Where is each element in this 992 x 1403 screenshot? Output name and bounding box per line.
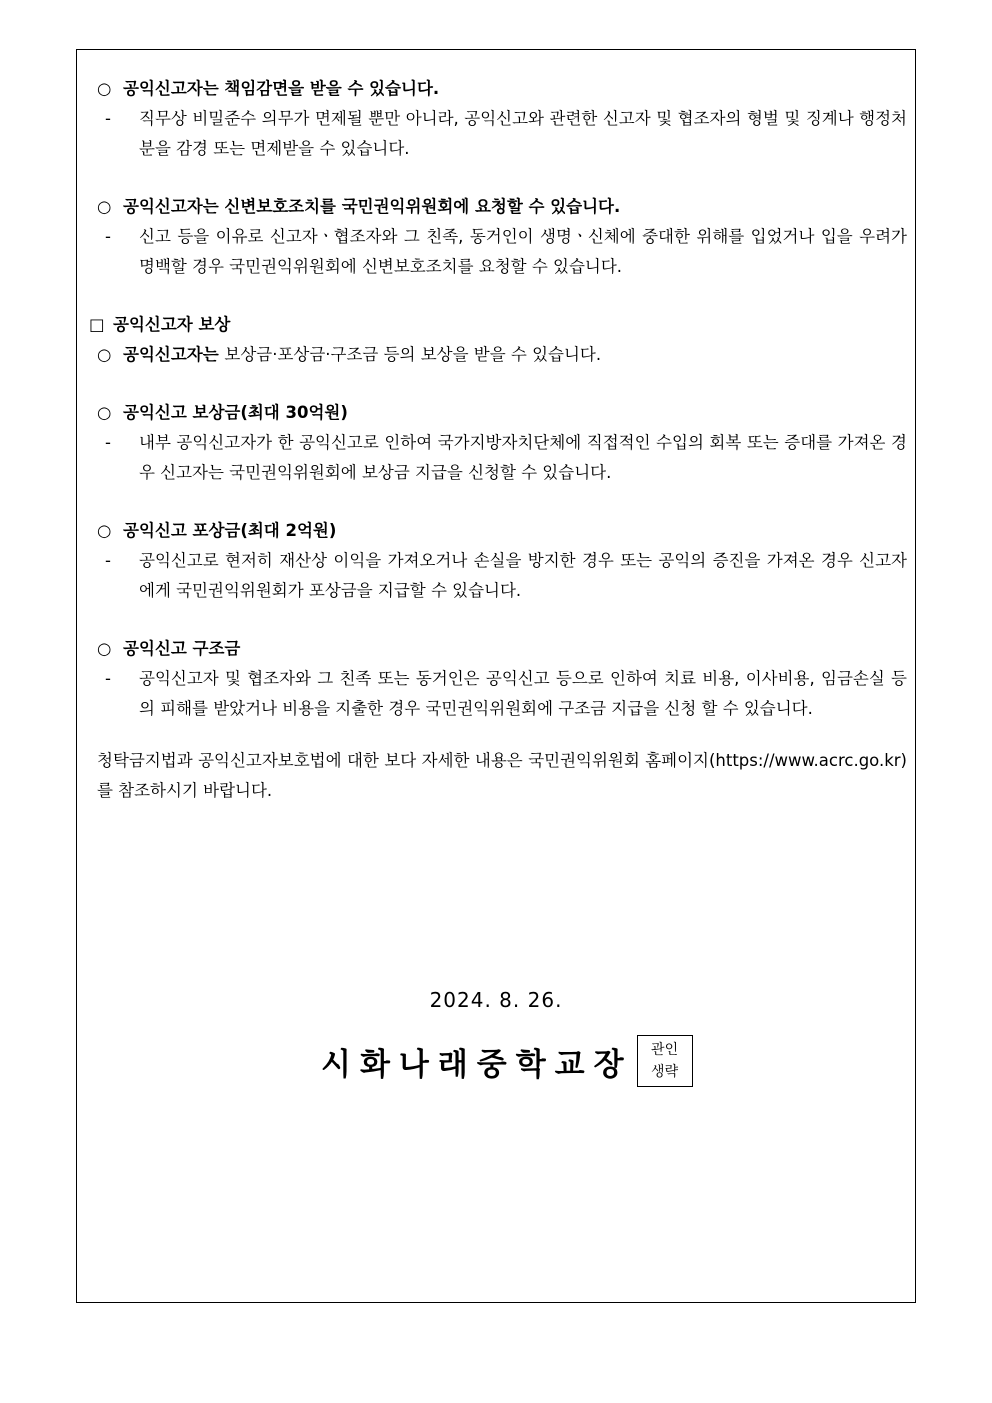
relief-heading: ○ 공익신고 구조금 [97, 634, 907, 664]
protection-heading: ○ 공익신고자는 신변보호조치를 국민권익위원회에 요청할 수 있습니다. [97, 192, 907, 222]
document-frame [76, 49, 916, 1303]
reward-body: - 내부 공익신고자가 한 공익신고로 인하여 국가지방자치단체에 직접적인 수입의 회복 또는 증대를 가져온 경우 신고자는 국민권익위원회에 보상금 지급을 신청할 수 있습니다. [105, 428, 907, 488]
dash-marker: - [105, 433, 111, 452]
square-bullet-icon: □ [89, 315, 105, 334]
circle-bullet-icon: ○ [97, 403, 112, 422]
compensation-section-title: □ 공익신고자 보상 [89, 310, 907, 340]
immunity-body: - 직무상 비밀준수 의무가 면제될 뿐만 아니라, 공익신고와 관련한 신고자 및 협조자의 형벌 및 징계나 행정처분을 감경 또는 면제받을 수 있습니다. [105, 104, 907, 164]
prize-heading: ○ 공익신고 포상금(최대 2억원) [97, 516, 907, 546]
circle-bullet-icon: ○ [97, 521, 112, 540]
circle-bullet-icon: ○ [97, 345, 112, 364]
compensation-intro: ○ 공익신고자는 보상금·포상금·구조금 등의 보상을 받을 수 있습니다. [97, 340, 907, 370]
circle-bullet-icon: ○ [97, 197, 112, 216]
document-date: 2024. 8. 26. [429, 988, 563, 1012]
dash-marker: - [105, 551, 111, 570]
immunity-heading: ○ 공익신고자는 책임감면을 받을 수 있습니다. [97, 74, 907, 104]
circle-bullet-icon: ○ [97, 79, 112, 98]
dash-marker: - [105, 669, 111, 688]
dash-marker: - [105, 109, 111, 128]
prize-body: - 공익신고로 현저히 재산상 이익을 가져오거나 손실을 방지한 경우 또는 공익의 증진을 가져온 경우 신고자에게 국민권익위원회가 포상금을 지급할 수 있습니다. [105, 546, 907, 606]
seal-omitted-stamp: 관인 생략 [637, 1035, 693, 1087]
reference-paragraph: 청탁금지법과 공익신고자보호법에 대한 보다 자세한 내용은 국민권익위원회 홈페이지(https://www.acrc.go.kr)를 참조하시기 바랍니다. [97, 751, 907, 800]
signatory-name: 시화나래중학교장 [321, 1046, 633, 1083]
dash-marker: - [105, 227, 111, 246]
relief-body: - 공익신고자 및 협조자와 그 친족 또는 동거인은 공익신고 등으로 인하여 치료 비용, 이사비용, 임금손실 등의 피해를 받았거나 비용을 지출한 경우 국민권익위원회에 구조금 지급을 신청 할 수 있습니다. [105, 664, 907, 724]
document-body [89, 74, 907, 806]
reward-heading: ○ 공익신고 보상금(최대 30억원) [97, 398, 907, 428]
circle-bullet-icon: ○ [97, 639, 112, 658]
protection-body: - 신고 등을 이유로 신고자ㆍ협조자와 그 친족, 동거인이 생명ㆍ신체에 중대한 위해를 입었거나 입을 우려가 명백할 경우 국민권익위원회에 신변보호조치를 요청할 수 있습니다. [105, 222, 907, 282]
signature-block [321, 1035, 693, 1087]
